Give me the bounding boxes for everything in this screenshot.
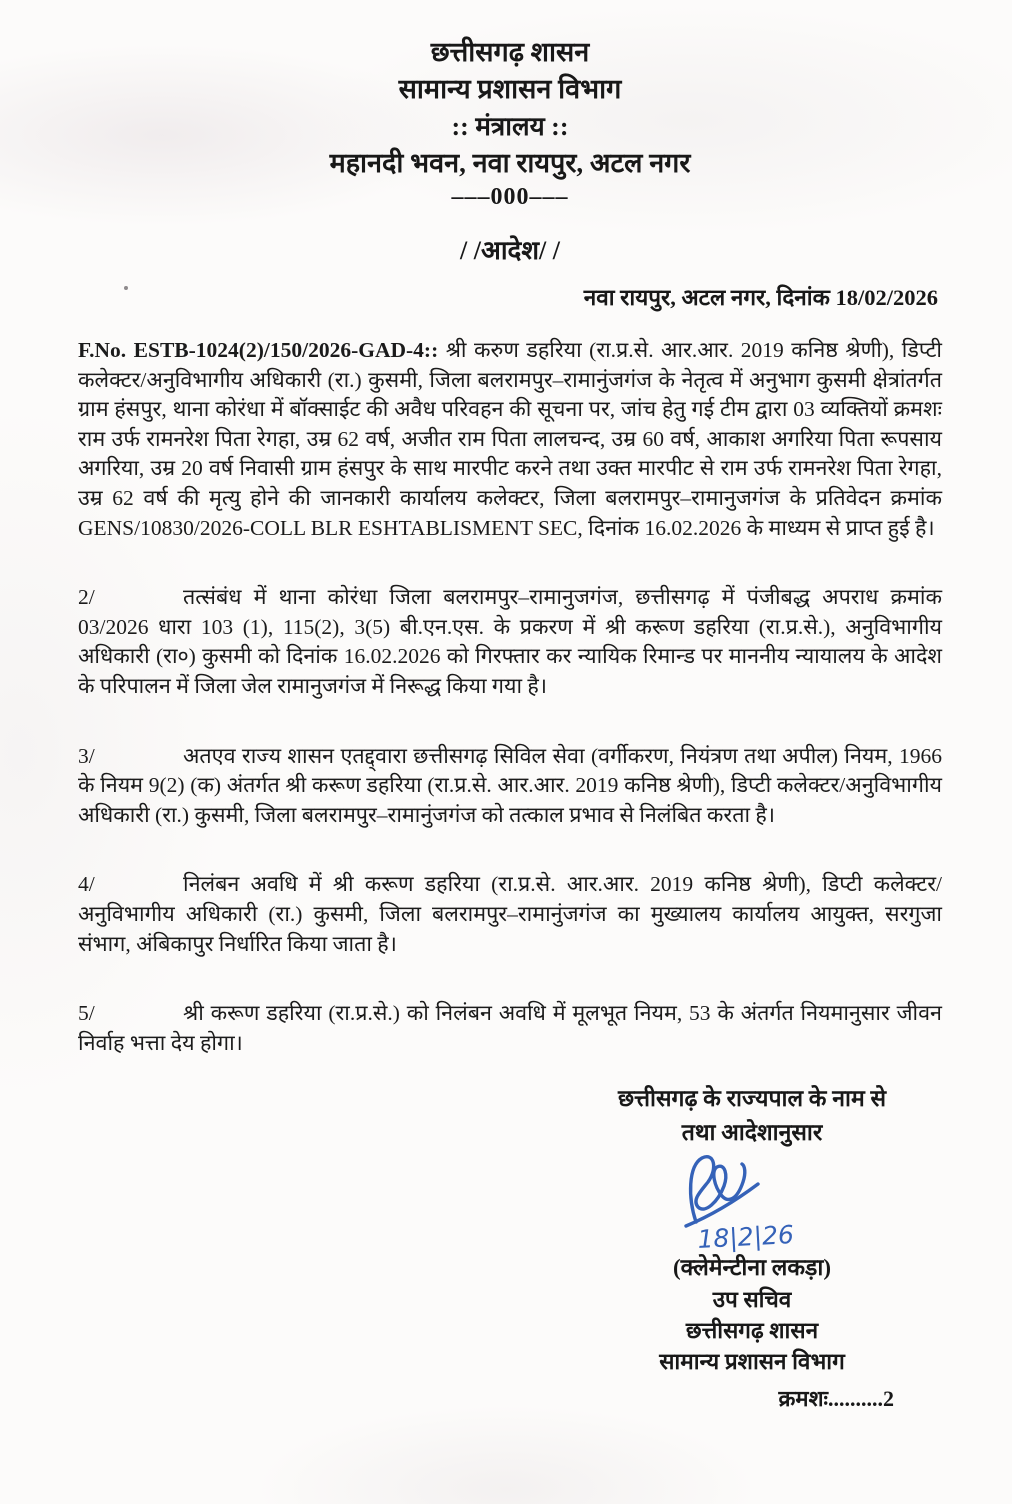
continuation-marker: क्रमशः..........2 <box>778 1386 894 1412</box>
handwritten-signature <box>562 1144 942 1260</box>
letterhead-ministry: :: मंत्रालय :: <box>451 112 569 141</box>
paragraph-3-text: अतएव राज्य शासन एतद्द्वारा छत्तीसगढ़ सिविल सेवा (वर्गीकरण, नियंत्रण तथा अपील) नियम, 1966 के नियम 9(2) (क) अंतर्गत श्री करूण डहरिया (रा.प्र.से. आर.आर. 2019 कनिष्ठ श्रेणी), डिप्टी कलेक्टर/अनुविभागीय अधिकारी (रा.) कुसमी, जिला बलरामपुर–रामानुंजगंज को तत्काल प्रभाव से निलंबित करता है। <box>78 743 942 827</box>
place-date-line: नवा रायपुर, अटल नगर, दिनांक 18/02/2026 <box>583 285 938 310</box>
paragraph-2 <box>78 583 942 701</box>
letterhead <box>78 34 942 182</box>
letterhead-address: महानदी भवन, नवा रायपुर, अटल नगर <box>329 148 691 178</box>
signatory-name: (क्लेमेन्टीना लकड़ा) <box>673 1255 831 1281</box>
paragraph-2-text: तत्संबंध में थाना कोरंधा जिला बलरामपुर–रामानुजगंज, छत्तीसगढ़ में पंजीबद्ध अपराध क्रमांक 03/2026 धारा 103 (1), 115(2), 3(5) बी.एन.एस. के प्रकरण में श्री करूण डहरिया (रा.प्र.से.), अनुविभागीय अधिकारी (रा०) कुसमी को दिनांक 16.02.2026 को गिरफ्तार कर न्यायिक रिमान्ड पर माननीय न्यायालय के आदेश के परिपालन में जिला जेल रामानुजगंज में निरूद्ध किया गया है। <box>78 585 942 698</box>
signatory-department: सामान्य प्रशासन विभाग <box>659 1349 845 1375</box>
signatory-org: छत्तीसगढ़ शासन <box>685 1318 819 1344</box>
paragraph-1-text: श्री करुण डहरिया (रा.प्र.से. आर.आर. 2019 कनिष्ठ श्रेणी), डिप्टी कलेक्टर/अनुविभागीय अधिकारी (रा.) कुसमी, जिला बलरामपुर–रामानुंजगंज के नेतृत्व में अनुभाग कुसमी क्षेत्रांतर्गत ग्राम हंसपुर, थाना कोरंधा में बॉक्साईट की अवैध परिवहन की सूचना पर, जांच हेतु गई टीम द्वारा 03 व्यक्तियों क्रमशः राम उर्फ रामनरेश पिता रेगहा, उम्र 62 वर्ष, अजीत राम पिता लालचन्द, उम्र 60 वर्ष, आकाश अगरिया पिता रूपसाय अगरिया, उम्र 20 वर्ष निवासी ग्राम हंसपुर के साथ मारपीट करने तथा उक्त मारपीट से राम उर्फ रामनरेश पिता रेगहा, उम्र 62 वर्ष की मृत्यु होने की जानकारी कार्यालय कलेक्टर, जिला बलरामपुर–रामानुजगंज के प्रतिवेदन क्रमांक GENS/10830/2026-COLL BLR ESHTABLISMENT SEC, दिनांक 16.02.2026 के माध्यम से प्राप्त हुई है। <box>78 338 942 540</box>
paragraph-4-number: 4/ <box>78 872 95 897</box>
file-number: F.No. ESTB-1024(2)/150/2026-GAD-4:: <box>78 338 439 362</box>
paragraph-3-number: 3/ <box>78 743 95 768</box>
paragraph-4-text: निलंबन अवधि में श्री करूण डहरिया (रा.प्र.से. आर.आर. 2019 कनिष्ठ श्रेणी), डिप्टी कलेक्टर/अनुविभागीय अधिकारी (रा.) कुसमी, जिला बलरामपुर–रामानुंजगंज का मुख्यालय कार्यालय आयुक्त, सरगुजा संभाग, अंबिकापुर निर्धारित किया जाता है। <box>78 872 942 956</box>
paragraph-3 <box>78 742 942 831</box>
paragraph-5-text: श्री करूण डहरिया (रा.प्र.से.) को निलंबन अवधि में मूलभूत नियम, 53 के अंतर्गत नियमानुसार जीवन निर्वाह भत्ता देय होगा। <box>78 1001 942 1055</box>
paragraph-4 <box>78 870 942 959</box>
ooo-divider: –––000––– <box>451 184 569 210</box>
paragraph-5 <box>78 999 942 1058</box>
by-order-line: तथा आदेशानुसार <box>681 1120 823 1146</box>
signature-ink-icon <box>662 1146 852 1260</box>
signatory-designation: उप सचिव <box>712 1287 792 1313</box>
order-title: / /आदेश/ / <box>460 236 560 265</box>
handwritten-date: 18|2|26 <box>696 1220 795 1255</box>
on-behalf-line: छत्तीसगढ़ के राज्यपाल के नाम से <box>618 1086 886 1112</box>
paragraph-5-number: 5/ <box>78 1001 95 1026</box>
letterhead-org: छत्तीसगढ़ शासन <box>430 37 590 67</box>
paragraph-1 <box>78 336 942 543</box>
scan-artifact-dot <box>124 286 128 290</box>
signature-block <box>562 1082 942 1377</box>
letterhead-department: सामान्य प्रशासन विभाग <box>398 74 622 104</box>
paragraph-2-number: 2/ <box>78 585 95 610</box>
